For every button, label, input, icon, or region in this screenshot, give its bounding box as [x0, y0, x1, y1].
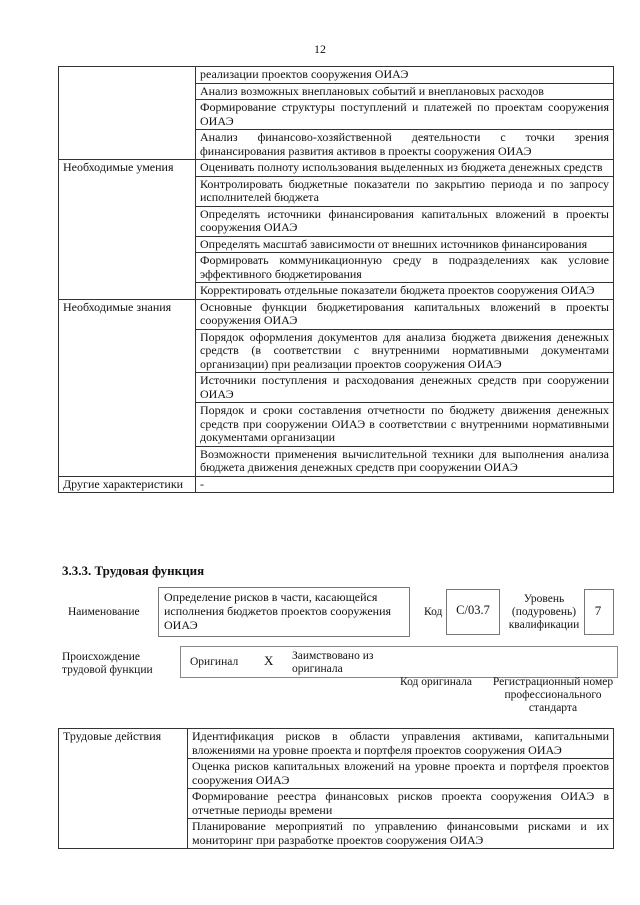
page-number: 12: [314, 42, 326, 56]
skill-item: Определять источники финансирования капитальных вложений в проекты сооружения ОИАЭ: [196, 206, 614, 236]
skill-item: Определять масштаб зависимости от внешних источников финансирования: [196, 236, 614, 253]
table-row: [59, 476, 614, 493]
labor-action-item: Оценка рисков капитальных вложений на уровне проекта и портфеля проектов сооружения ОИАЭ: [188, 759, 614, 789]
knowledge-item: Источники поступления и расходования денежных средств при сооружении ОИАЭ: [196, 373, 614, 403]
knowledge-item: Возможности применения вычислительной техники для выполнения анализа бюджета движения денежных средств при сооружении ОИАЭ: [196, 446, 614, 476]
labor-action-item: Планирование мероприятий по управлению финансовыми рисками и их мониторинг при разработке проектов сооружения ОИАЭ: [188, 819, 614, 849]
table-row: [59, 729, 614, 759]
knowledge-item: Порядок оформления документов для анализа бюджета движения денежных средств (в соответствии с внутренними нормативными документами организации) при реализации проектов сооружения ОИАЭ: [196, 329, 614, 373]
other-label: Другие характеристики: [59, 476, 196, 493]
table-row: [59, 160, 614, 177]
skill-item: Оценивать полноту использования выделенных из бюджета денежных средств: [196, 160, 614, 177]
skill-item: Контролировать бюджетные показатели по закрытию периода и по запросу исполнителей бюджета: [196, 176, 614, 206]
continued-item: Анализ возможных внеплановых событий и внеплановых расходов: [196, 83, 614, 100]
level-label: Уровень (подуровень) квалификации: [508, 593, 580, 631]
reg-number-label: Регистрационный номер профессионального стандарта: [492, 676, 614, 714]
level-value: 7: [594, 603, 602, 618]
continued-item: Анализ финансово-хозяйственной деятельности с точки зрения финансирования развития активов в проекты сооружения ОИАЭ: [196, 130, 614, 160]
origin-label: Происхождение трудовой функции: [62, 651, 153, 676]
table-row: [59, 299, 614, 329]
function-code: C/03.7: [456, 603, 490, 617]
skill-item: Корректировать отдельные показатели бюджета проектов сооружения ОИАЭ: [196, 283, 614, 300]
continued-label-cell: [59, 67, 196, 160]
skill-item: Формировать коммуникационную среду в подразделениях как условие эффективного бюджетирования: [196, 253, 614, 283]
original-mark: X: [264, 653, 274, 668]
labor-action-item: Формирование реестра финансовых рисков проекта сооружения ОИАЭ в отчетные периоды времени: [188, 789, 614, 819]
name-label: Наименование: [68, 606, 140, 618]
orig-code-label: Код оригинала: [400, 676, 472, 688]
other-value: -: [196, 476, 614, 493]
skills-label: Необходимые умения: [59, 160, 196, 300]
borrowed-label: Заимствовано из оригинала: [292, 650, 374, 675]
knowledge-item: Порядок и сроки составления отчетности по бюджету движения денежных средств при сооружении ОИАЭ в соответствии с внутренними нормативными документами организации: [196, 403, 614, 447]
origin-box: [180, 646, 618, 678]
table-row: [59, 67, 614, 84]
code-label: Код: [424, 606, 443, 618]
original-label: Оригинал: [190, 656, 239, 668]
labor-actions-table: [58, 728, 614, 849]
competency-table: [58, 66, 614, 493]
labor-action-item: Идентификация рисков в области управления активами, капитальными вложениями на уровне проекта и портфеля проектов сооружения ОИАЭ: [188, 729, 614, 759]
continued-item: реализации проектов сооружения ОИАЭ: [196, 67, 614, 84]
labor-actions-label: Трудовые действия: [59, 729, 188, 849]
function-name: Определение рисков в части, касающейся исполнения бюджетов проектов сооружения ОИАЭ: [164, 590, 392, 632]
knowledge-item: Основные функции бюджетирования капитальных вложений в проекты сооружения ОИАЭ: [196, 299, 614, 329]
knowledge-label: Необходимые знания: [59, 299, 196, 476]
section-title: 3.3.3. Трудовая функция: [62, 563, 205, 578]
continued-item: Формирование структуры поступлений и платежей по проектам сооружения ОИАЭ: [196, 100, 614, 130]
